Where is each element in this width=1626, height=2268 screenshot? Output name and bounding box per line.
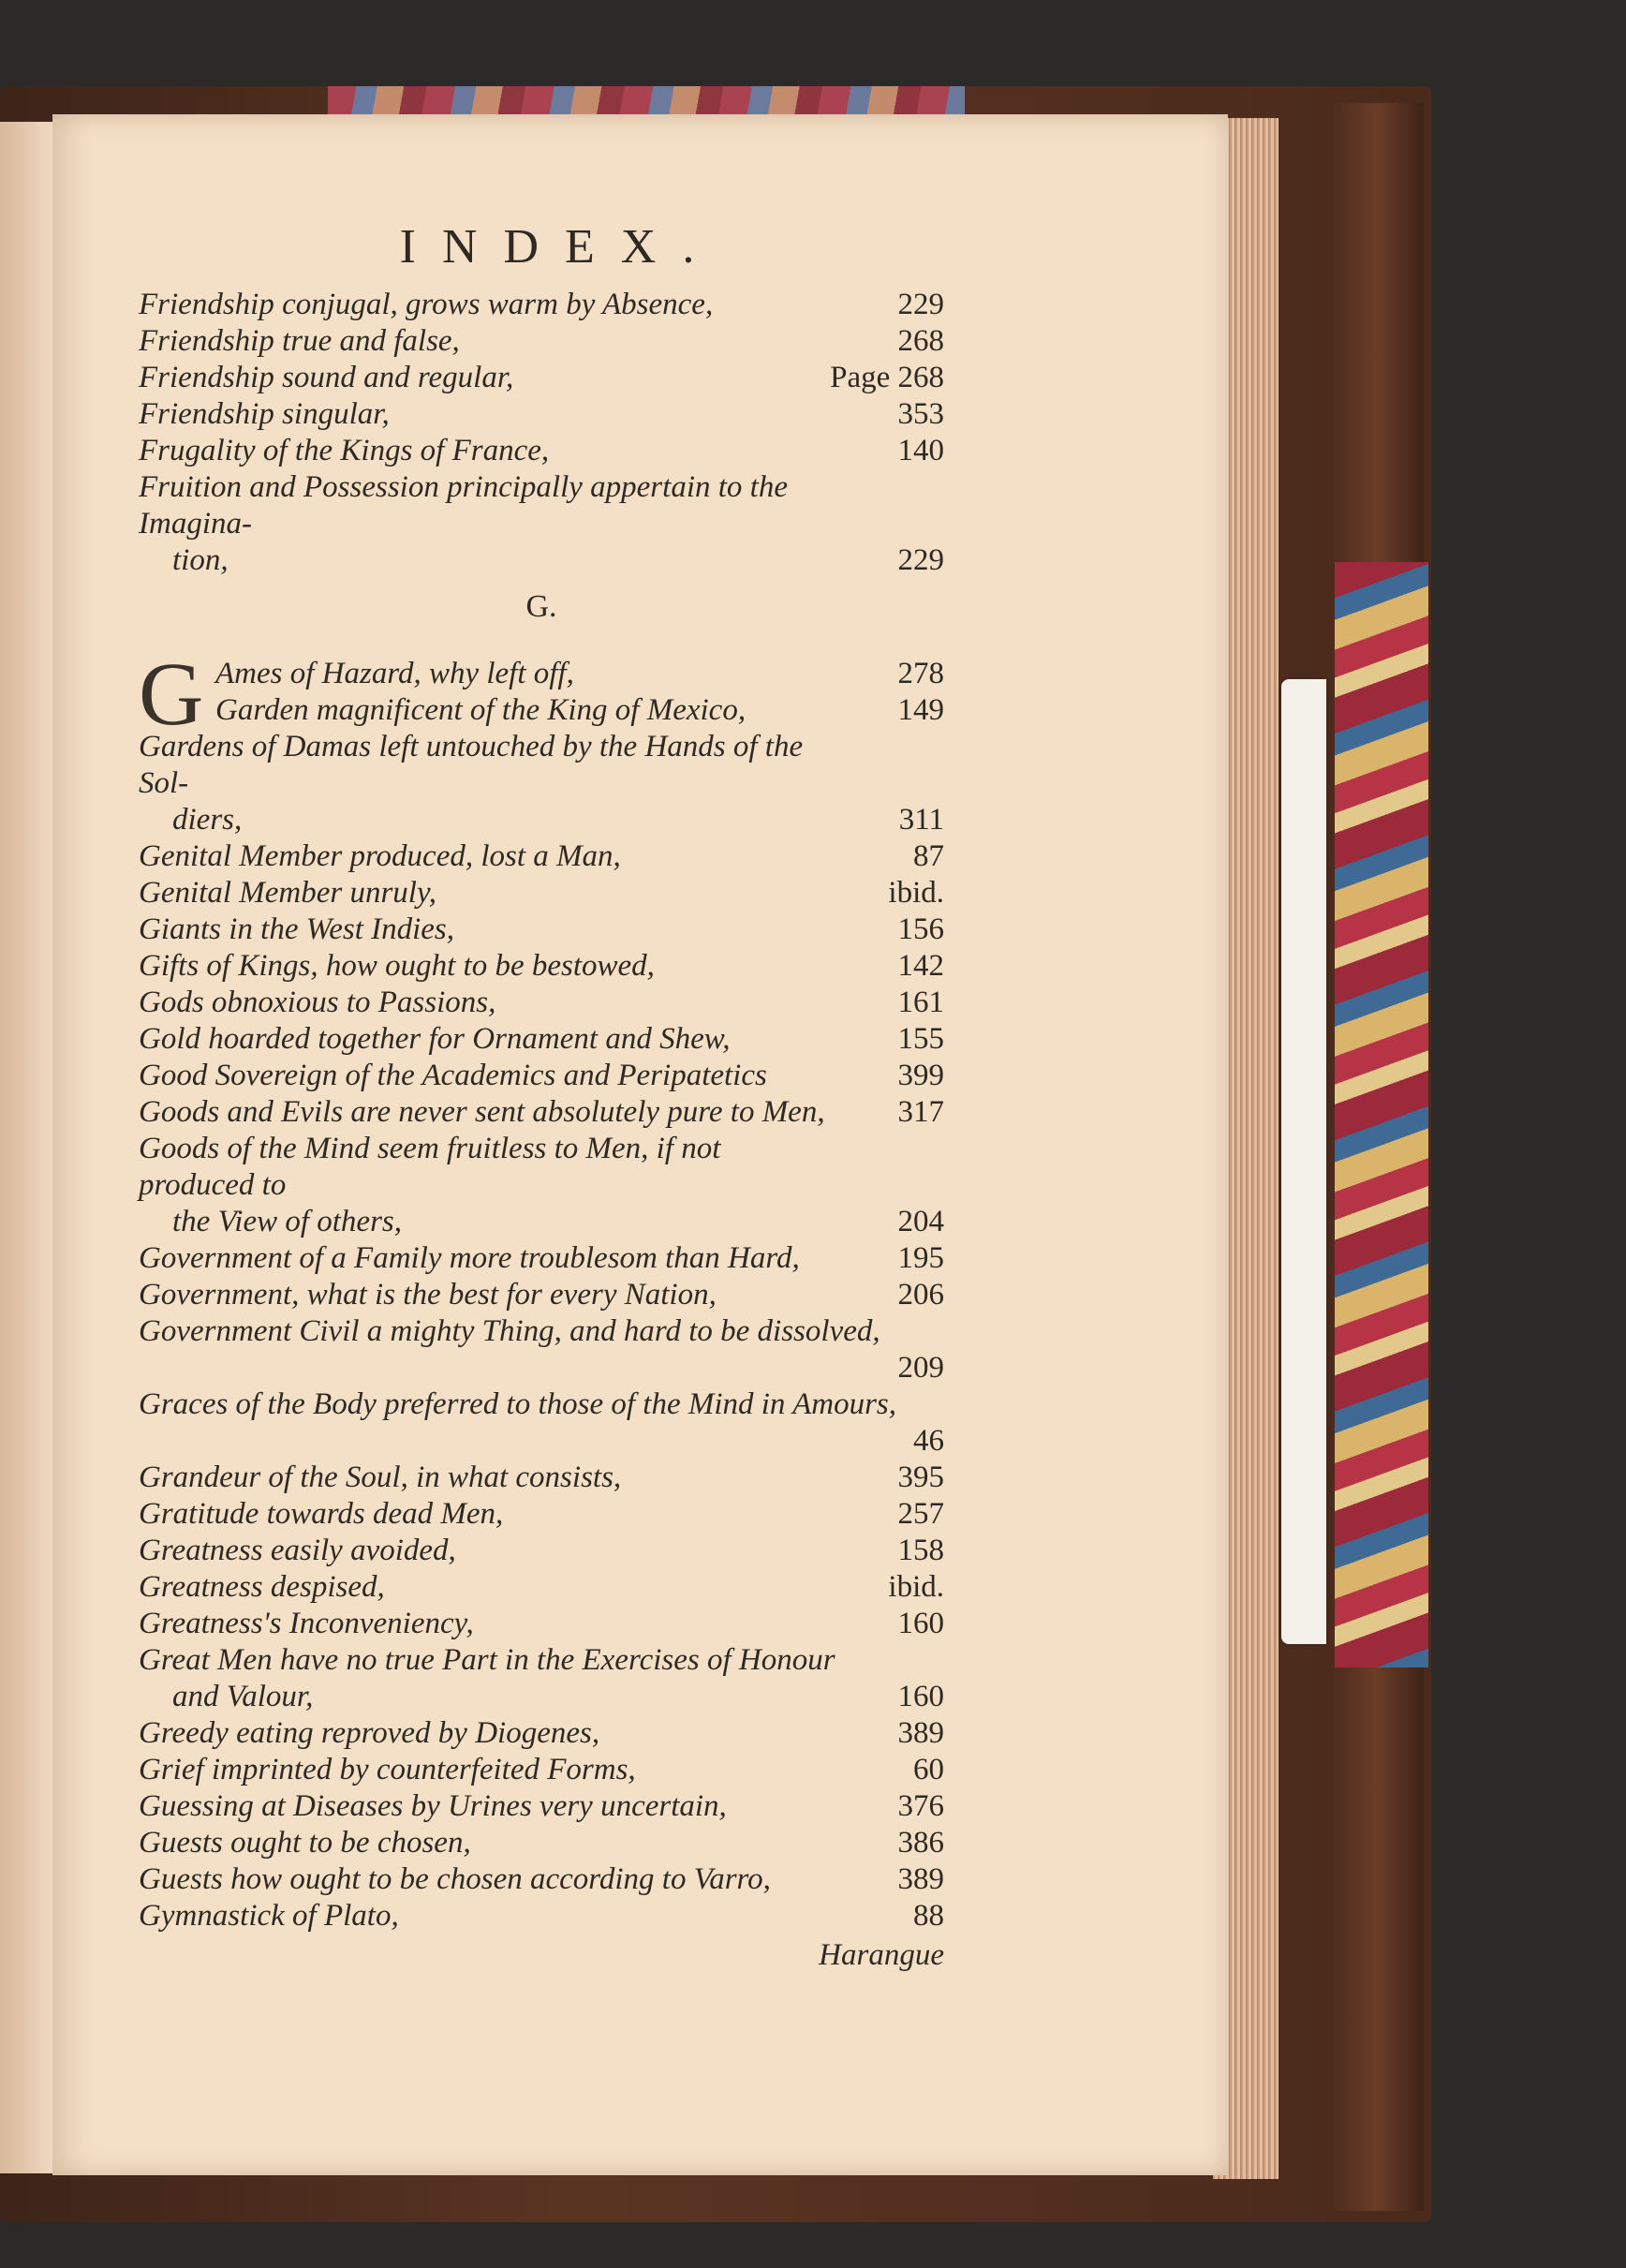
entry-page-number: 389 xyxy=(897,1862,944,1896)
entry-page-number: 278 xyxy=(897,657,944,690)
dropcap-entries xyxy=(215,656,944,729)
entry-text: Grief imprinted by counterfeited Forms, xyxy=(139,1753,636,1786)
entry-text: Greatness's Inconveniency, xyxy=(139,1607,474,1640)
index-entry xyxy=(139,1642,944,1715)
index-entry xyxy=(139,1313,944,1350)
index-entry xyxy=(139,1460,944,1496)
index-entry xyxy=(139,948,944,985)
entry-text: Gold hoarded together for Ornament and Shew, xyxy=(139,1022,731,1056)
entry-page-number: 206 xyxy=(897,1278,944,1312)
entry-continuation: the View of others, xyxy=(172,1205,403,1238)
entry-page-number: 229 xyxy=(897,543,944,577)
index-entry xyxy=(139,985,944,1021)
entry-text: Genital Member unruly, xyxy=(139,876,437,910)
entry-page-number: 161 xyxy=(897,986,944,1019)
index-entry xyxy=(139,1240,944,1277)
entry-text: Graces of the Body preferred to those of the Mind in Amours, xyxy=(139,1387,896,1421)
index-entry xyxy=(215,692,944,729)
entry-page-number: 395 xyxy=(897,1460,944,1494)
index-entry xyxy=(139,1058,944,1094)
entry-page-number: 376 xyxy=(897,1789,944,1823)
index-entry xyxy=(139,1898,944,1934)
page-title: INDEX. xyxy=(399,220,721,274)
index-entry xyxy=(139,875,944,912)
entry-page-number: ibid. xyxy=(888,876,944,910)
index-entry xyxy=(139,1131,944,1240)
entry-page-number: Page 268 xyxy=(830,361,944,394)
entry-page-number: 149 xyxy=(897,693,944,727)
entry-page-number: 317 xyxy=(897,1095,944,1129)
index-entry xyxy=(139,1533,944,1569)
entry-text: Gardens of Damas left untouched by the Hands of the Sol- xyxy=(139,730,804,800)
entry-text: Great Men have no true Part in the Exercises of Honour xyxy=(139,1643,835,1677)
index-entry xyxy=(139,1094,944,1131)
entry-text: Good Sovereign of the Academics and Peripatetics xyxy=(139,1059,767,1092)
entry-page-number: 160 xyxy=(897,1607,944,1640)
entry-page-number: 209 xyxy=(897,1351,944,1385)
entry-text: Goods of the Mind seem fruitless to Men, if not produced to xyxy=(139,1132,721,1202)
entry-text: Greedy eating reproved by Diogenes, xyxy=(139,1716,600,1750)
index-entry xyxy=(139,1825,944,1861)
entry-continuation: and Valour, xyxy=(172,1680,314,1713)
entry-text: Gymnastick of Plato, xyxy=(139,1899,399,1933)
dropcap-letter: G xyxy=(139,644,204,744)
entry-page-number: 268 xyxy=(897,324,944,358)
entries-f-section xyxy=(139,287,944,579)
entry-text: Frugality of the Kings of France, xyxy=(139,434,550,467)
index-content xyxy=(139,215,944,1976)
entry-page-number: 46 xyxy=(913,1424,944,1458)
dropcap-block xyxy=(139,644,944,744)
index-entry xyxy=(139,287,944,323)
index-entry xyxy=(139,1861,944,1898)
entry-text: Friendship singular, xyxy=(139,397,390,431)
index-entry xyxy=(139,323,944,360)
bookmark-slip xyxy=(1281,679,1326,1644)
index-entry xyxy=(139,838,944,875)
entry-page-number: 195 xyxy=(897,1241,944,1275)
index-entry xyxy=(139,912,944,948)
entry-text: Greatness easily avoided, xyxy=(139,1534,456,1567)
entry-page-number: 158 xyxy=(897,1534,944,1567)
entry-text: Gods obnoxious to Passions, xyxy=(139,986,496,1019)
entry-text: Grandeur of the Soul, in what consists, xyxy=(139,1460,622,1494)
entry-text: Ames of Hazard, why left off, xyxy=(215,657,574,690)
entries-g-section xyxy=(139,729,944,1934)
entry-text: Government of a Family more troublesom than Hard, xyxy=(139,1241,800,1275)
entry-page-number: 389 xyxy=(897,1716,944,1750)
entry-page-number: 156 xyxy=(897,912,944,946)
entry-text: Genital Member produced, lost a Man, xyxy=(139,839,621,873)
section-letter: G. xyxy=(525,589,557,624)
entry-page-number: 257 xyxy=(897,1497,944,1531)
index-entry xyxy=(215,656,944,692)
index-entry xyxy=(139,1386,944,1423)
entry-text: Friendship conjugal, grows warm by Absence, xyxy=(139,288,714,321)
index-entry xyxy=(139,396,944,433)
entry-page-number: 229 xyxy=(897,288,944,321)
facing-page-edge xyxy=(0,122,52,2173)
entry-page-number: 60 xyxy=(913,1753,944,1786)
entry-page-number: 88 xyxy=(913,1899,944,1933)
entry-text: Friendship true and false, xyxy=(139,324,460,358)
entry-page-number: 140 xyxy=(897,434,944,467)
index-entry xyxy=(139,433,944,469)
entry-continuation: tion, xyxy=(172,543,229,577)
index-entry xyxy=(139,360,944,396)
catchword: Harangue xyxy=(819,1938,944,1972)
entry-page-number: 386 xyxy=(897,1826,944,1860)
index-entry xyxy=(139,1277,944,1313)
entry-text: Greatness despised, xyxy=(139,1570,385,1604)
entry-page-number: 353 xyxy=(897,397,944,431)
index-entry xyxy=(139,1569,944,1606)
marbled-endpaper-right xyxy=(1335,562,1428,1668)
entry-text: Guessing at Diseases by Urines very uncertain, xyxy=(139,1789,727,1823)
index-entry xyxy=(139,1606,944,1642)
entry-page-number: 142 xyxy=(897,949,944,983)
entry-text: Friendship sound and regular, xyxy=(139,361,514,394)
entry-text: Guests ought to be chosen, xyxy=(139,1826,471,1860)
entry-text: Gifts of Kings, how ought to be bestowed, xyxy=(139,949,655,983)
entry-text: Giants in the West Indies, xyxy=(139,912,455,946)
entry-page-number: ibid. xyxy=(888,1570,944,1604)
index-entry xyxy=(139,1021,944,1058)
entry-text: Gratitude towards dead Men, xyxy=(139,1497,504,1531)
entry-page-number: 87 xyxy=(913,839,944,873)
entry-text: Fruition and Possession principally appertain to the Imagina- xyxy=(139,470,788,541)
index-entry xyxy=(139,1752,944,1788)
index-entry xyxy=(139,1715,944,1752)
entry-text: Goods and Evils are never sent absolutely pure to Men, xyxy=(139,1095,825,1129)
index-entry xyxy=(139,729,944,838)
entry-page-number: 311 xyxy=(898,803,944,837)
entry-text: Garden magnificent of the King of Mexico, xyxy=(215,693,746,727)
entry-text: Guests how ought to be chosen according to Varro, xyxy=(139,1862,771,1896)
entry-page-number: 204 xyxy=(897,1205,944,1238)
entry-page-number: 155 xyxy=(897,1022,944,1056)
entry-page-number: 399 xyxy=(897,1059,944,1092)
entry-continuation: diers, xyxy=(172,803,243,837)
index-entry xyxy=(139,469,944,579)
entry-page-number: 160 xyxy=(897,1680,944,1713)
index-entry xyxy=(139,1496,944,1533)
entry-text: Government Civil a mighty Thing, and hard to be dissolved, xyxy=(139,1314,880,1348)
entry-text: Government, what is the best for every Nation, xyxy=(139,1278,717,1312)
index-entry xyxy=(139,1788,944,1825)
